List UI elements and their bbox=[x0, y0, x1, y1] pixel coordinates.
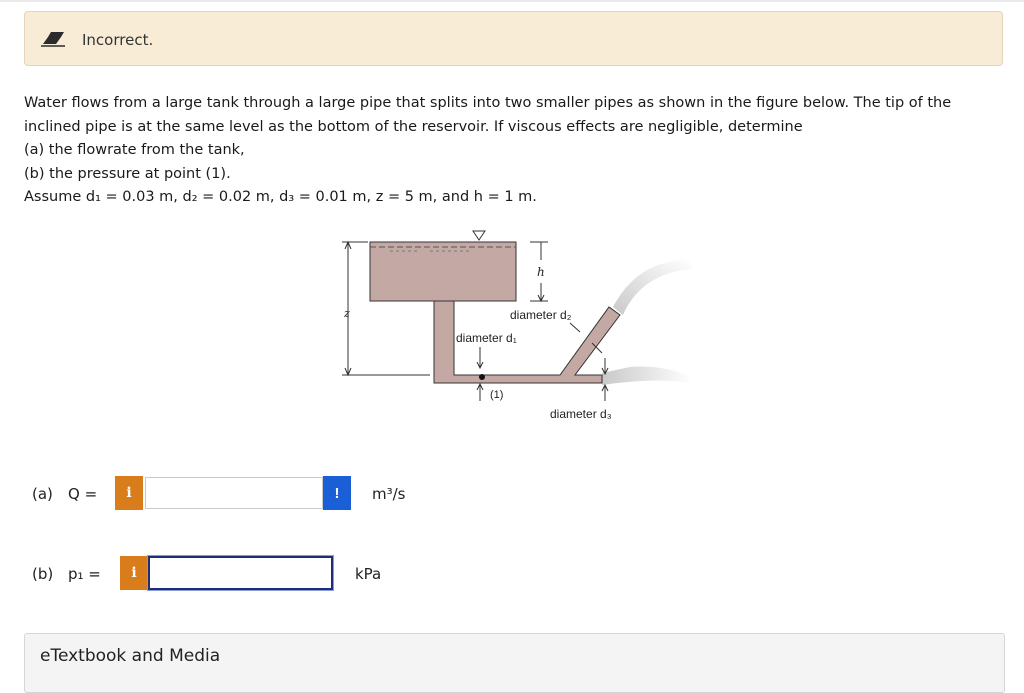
label-z: z bbox=[344, 307, 350, 320]
label-d1: diameter d₁ bbox=[456, 331, 517, 345]
unit-a: m³/s bbox=[372, 485, 406, 503]
answer-a-prefix: (a) bbox=[32, 485, 53, 503]
info-button-b[interactable]: i bbox=[120, 556, 148, 590]
problem-part-b: (b) the pressure at point (1). bbox=[24, 165, 231, 182]
answer-input-a[interactable] bbox=[145, 477, 323, 509]
unit-b: kPa bbox=[355, 565, 382, 583]
feedback-status: Incorrect. bbox=[82, 31, 154, 49]
label-point-1: (1) bbox=[490, 389, 504, 401]
jet-d2 bbox=[613, 260, 692, 315]
jet-d3 bbox=[602, 367, 692, 385]
feedback-banner bbox=[24, 11, 1003, 66]
problem-line-2: inclined pipe is at the same level as the bottom of the reservoir. If viscous effects are negligible, determine bbox=[24, 118, 803, 135]
label-d2: diameter d₂ bbox=[510, 308, 572, 322]
pencil-icon bbox=[39, 28, 67, 48]
problem-assumptions: Assume d₁ = 0.03 m, d₂ = 0.02 m, d₃ = 0.01 m, z = 5 m, and h = 1 m. bbox=[24, 189, 537, 205]
point-1 bbox=[479, 374, 485, 380]
problem-line-1: Water flows from a large tank through a large pipe that splits into two smaller pipes as shown in the figure below. The tip of the bbox=[24, 95, 952, 111]
warning-button-a[interactable]: ! bbox=[323, 476, 351, 510]
answer-a-variable: Q = bbox=[68, 485, 98, 503]
etextbook-media-panel[interactable] bbox=[24, 633, 1005, 693]
answer-b-prefix: (b) bbox=[32, 565, 54, 583]
label-h: h bbox=[537, 265, 545, 279]
etextbook-media-label: eTextbook and Media bbox=[40, 646, 221, 666]
label-d3: diameter d₃ bbox=[550, 407, 612, 421]
tank-pipe-figure bbox=[330, 225, 710, 435]
info-button-a[interactable]: i bbox=[115, 476, 143, 510]
answer-input-b[interactable] bbox=[148, 556, 333, 590]
problem-statement bbox=[24, 92, 984, 210]
top-divider bbox=[0, 0, 1024, 2]
answer-b-variable: p₁ = bbox=[68, 565, 101, 583]
problem-part-a: (a) the flowrate from the tank, bbox=[24, 142, 245, 158]
